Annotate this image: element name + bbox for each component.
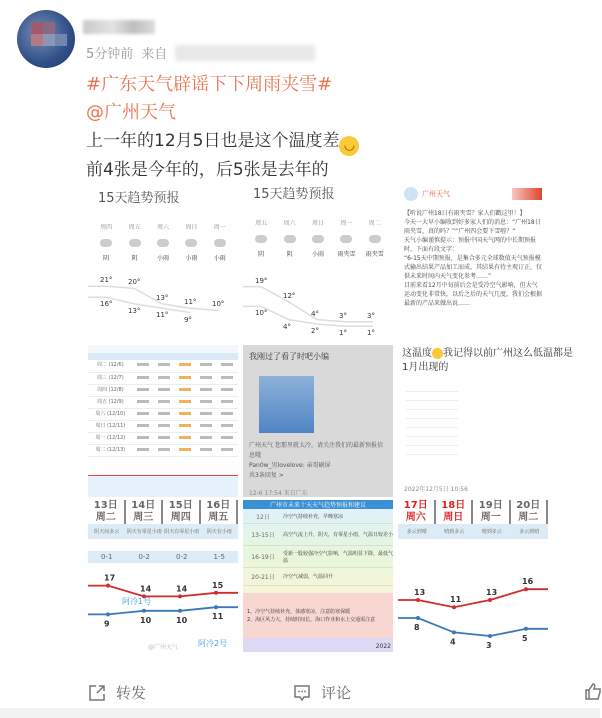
screenshot-weather-panel — [259, 376, 314, 433]
table-row — [88, 384, 238, 396]
cell — [196, 372, 217, 384]
cloud-icon — [369, 235, 381, 243]
advice-row — [243, 510, 393, 524]
account-avatar-icon — [404, 187, 418, 201]
day-header — [511, 500, 549, 524]
image-thumbnail-4[interactable] — [88, 345, 238, 497]
cell — [133, 444, 154, 456]
day-label: 周一 — [213, 224, 226, 231]
forecast-title: 15天趋势预报 — [98, 191, 180, 206]
weather-label: 阴 — [258, 251, 265, 258]
tip-text: 1、冷空气持续补充，体感寒凉，注意防寒保暖 — [247, 609, 351, 615]
day-label: 周二 — [368, 220, 381, 227]
cell — [196, 408, 217, 420]
condition: 阴天有小雨 — [206, 529, 232, 535]
cell — [217, 408, 238, 420]
cell — [133, 396, 154, 408]
weekday: 周五 — [201, 512, 238, 524]
high-temp: 21° — [100, 276, 113, 285]
date-cell: 周五 (12/9) — [88, 396, 133, 408]
rainfall: 0-2 — [138, 553, 150, 561]
cloud-icon — [312, 235, 324, 243]
date: 16日 — [201, 500, 238, 512]
date-cell: 周一 (12/12) — [88, 432, 133, 444]
cloud-icon — [185, 239, 197, 247]
rainfall: 0-2 — [176, 553, 188, 561]
post-paragraph: 目前来看12月中旬前后会是受冷空气影响，但大气运动变化非常快，以后之后的天气几度，我们会根据最新的产品来做出说…… — [404, 282, 543, 307]
cell — [175, 384, 196, 396]
temp-point — [214, 591, 218, 595]
advice-row — [243, 546, 393, 568]
temp-label: 16 — [522, 577, 534, 587]
day-header — [126, 500, 164, 524]
source-blurred — [175, 45, 315, 61]
low-temp: 9° — [184, 315, 192, 324]
weather-label: 小雨 — [185, 255, 198, 262]
share-icon — [88, 684, 106, 702]
laugh-cry-emoji-icon: ◡ — [339, 136, 359, 156]
cell — [217, 396, 238, 408]
cold-wave-label-1: 阿冷1号 — [122, 597, 152, 606]
bottom-divider — [0, 708, 600, 718]
temp-label: 11 — [450, 595, 462, 605]
forecast-day — [362, 218, 388, 258]
advice-row — [243, 524, 393, 546]
weekday: 周日 — [436, 512, 473, 524]
image-thumbnail-3[interactable] — [398, 183, 548, 335]
cloud-icon — [340, 235, 352, 243]
hashtag-link[interactable]: #广东天气辟谣下下周雨夹雪# — [86, 74, 333, 95]
high-temp: 19° — [255, 276, 268, 285]
table-row — [88, 432, 238, 444]
date-range: 12日 — [256, 514, 270, 521]
temp-label: 14 — [176, 584, 188, 594]
account-name: 广州天气 — [249, 442, 274, 449]
high-temp: 3° — [367, 311, 375, 320]
temp-point — [488, 598, 492, 602]
high-temp: 20° — [128, 278, 141, 287]
tweet-text: 我记得以前广州这么低温都是 — [443, 348, 573, 359]
post-text: 上一年的12月5日也是这个温度差 — [86, 131, 340, 151]
footnote-box — [88, 475, 238, 497]
cell — [175, 444, 196, 456]
account-name: 广州天气 — [422, 190, 450, 198]
cell — [133, 384, 154, 396]
cell — [196, 420, 217, 432]
day-label: 周日 — [311, 220, 324, 227]
watermark: @广州天气 — [148, 644, 179, 651]
temp-label: 14 — [140, 584, 152, 594]
cell — [196, 396, 217, 408]
weekday: 周二 — [88, 512, 125, 524]
day-header — [163, 500, 201, 524]
cell — [133, 372, 154, 384]
date-cell: 周二 (12/13) — [88, 444, 133, 456]
high-temp: 13° — [156, 293, 169, 302]
post-time: 5分钟前 — [86, 47, 134, 62]
post-date: 2022年12月5日 10:56 — [404, 486, 468, 493]
temp-point — [214, 605, 218, 609]
day-label: 周一 — [340, 220, 353, 227]
temp-label: 10 — [140, 615, 152, 625]
day-header — [88, 500, 126, 524]
weather-label: 小雨 — [213, 255, 226, 262]
date-cell: 周二 (12/6) — [88, 360, 133, 372]
date: 18日 — [436, 500, 473, 512]
condition: 多云到晴 — [519, 529, 540, 535]
repost-button[interactable] — [88, 682, 146, 703]
weekday: 周一 — [473, 512, 510, 524]
day-label: 周日 — [185, 224, 198, 231]
condition: 晴到多云 — [444, 529, 465, 535]
temp-point — [452, 630, 456, 634]
cell — [154, 372, 175, 384]
advice-text: 冷空气减弱，气温回升 — [283, 574, 334, 580]
like-button[interactable] — [584, 682, 602, 700]
high-temp: 4° — [311, 309, 319, 318]
chat-header: 我刚过了看了时吧小编 — [249, 352, 329, 361]
tweet-text: 这温度 — [402, 348, 432, 359]
forecast-day — [150, 222, 176, 262]
rainfall: 1-5 — [213, 553, 225, 561]
table-row — [88, 372, 238, 384]
forecast-title: 15天趋势预报 — [253, 187, 335, 202]
temp-label: 11 — [212, 612, 224, 622]
post-text-line2: 前4张是今年的，后5张是去年的 — [86, 160, 329, 180]
cell — [133, 420, 154, 432]
temp-point — [178, 594, 182, 598]
temp-point — [416, 598, 420, 602]
temp-point — [416, 616, 420, 620]
cell — [217, 420, 238, 432]
comment-footer: 12-6 17:54 来自广东 — [249, 490, 308, 497]
cell — [154, 396, 175, 408]
table-row — [88, 444, 238, 456]
temp-point — [524, 627, 528, 631]
temp-point — [178, 609, 182, 613]
weekday: 周六 — [398, 512, 435, 524]
comment-button[interactable] — [293, 682, 351, 703]
rainfall: 0-1 — [101, 553, 113, 561]
repost-label: 转发 — [116, 684, 147, 702]
mention-link[interactable]: @广州天气 — [86, 102, 176, 123]
low-temp: 13° — [128, 306, 141, 315]
temp-point — [106, 584, 110, 588]
temp-label: 8 — [414, 623, 420, 632]
cell — [196, 432, 217, 444]
temp-point — [106, 612, 110, 616]
temp-label: 17 — [104, 573, 116, 583]
forecast-day — [333, 218, 359, 258]
advice-text: 高空气流上升，阴天，有零星小雨，气温日较差小 — [283, 532, 394, 538]
condition: 阴天有零星小雨 — [126, 529, 162, 535]
cell — [154, 432, 175, 444]
table-row — [88, 360, 238, 372]
cell — [154, 360, 175, 372]
date-cell: 周日 (12/11) — [88, 420, 133, 432]
advice-row — [243, 568, 393, 586]
cell — [175, 360, 196, 372]
temp-label: 15 — [212, 580, 224, 590]
weather-label: 阴 — [131, 255, 138, 262]
year-label: 2022 — [375, 643, 391, 650]
image-thumbnail-6[interactable] — [398, 345, 573, 497]
cell — [175, 420, 196, 432]
cold-wave-label-2: 阿冷2号 — [198, 639, 228, 648]
temp-point — [488, 634, 492, 638]
day-header — [201, 500, 239, 524]
high-temp: 12° — [283, 292, 296, 300]
condition: 阴天有零星小雨 — [164, 529, 200, 535]
username-blurred[interactable] — [83, 20, 155, 34]
date-range: 13-15日 — [251, 532, 275, 539]
day-label: 周六 — [283, 220, 296, 227]
reply-text: 您那里就太冷，请关注我们的最新预报信息哦 — [249, 442, 383, 459]
cell — [217, 384, 238, 396]
forecast-day — [248, 218, 274, 258]
weather-label: 小雨 — [156, 255, 169, 262]
cell — [196, 444, 217, 456]
cell — [154, 420, 175, 432]
temp-label: 13 — [486, 588, 498, 597]
advice-text: 冷空气持续补充，早晚寒凉 — [283, 514, 344, 520]
forecast-day — [93, 222, 119, 262]
cloud-icon — [255, 235, 267, 243]
cell — [133, 408, 154, 420]
emoji-icon — [432, 348, 443, 359]
weather-label: 阴 — [286, 251, 293, 258]
image-thumbnail-9[interactable] — [398, 500, 548, 652]
day-label: 周六 — [156, 224, 169, 231]
temp-label: 5 — [522, 633, 528, 643]
post-heading: 【听说广州18日有雨夹雪？家人们戳这里！】 — [404, 210, 526, 217]
low-temp: 1° — [339, 329, 347, 338]
weather-label: 阴 — [103, 255, 110, 262]
weekday: 周四 — [163, 512, 200, 524]
cell — [196, 384, 217, 396]
date: 19日 — [473, 500, 510, 512]
day-header — [473, 500, 511, 524]
comment-icon — [293, 684, 311, 702]
forecast-day — [207, 222, 233, 262]
date-cell: 周六 (12/10) — [88, 408, 133, 420]
weather-label: 小雨 — [311, 251, 324, 258]
table-title: 广州市未来十天天气趋势预报和建议 — [243, 500, 393, 509]
high-temp: 11° — [184, 298, 197, 307]
table-row — [88, 408, 238, 420]
date: 20日 — [511, 500, 548, 512]
more-replies: 共3条回复 > — [249, 472, 284, 479]
day-label: 周四 — [100, 224, 113, 231]
image-thumbnail-8[interactable] — [243, 500, 393, 652]
weather-label: 雨夹雪 — [337, 251, 356, 258]
weekday: 周二 — [511, 512, 548, 524]
cell — [154, 408, 175, 420]
cell — [217, 372, 238, 384]
cell — [133, 360, 154, 372]
temp-point — [452, 605, 456, 609]
cell — [175, 396, 196, 408]
cloud-icon — [129, 239, 141, 247]
comment-label: 评论 — [321, 684, 352, 702]
source-label: 来自 — [141, 47, 168, 62]
forecast-day — [305, 218, 331, 258]
date-cell: 周三 (12/7) — [88, 372, 133, 384]
condition: 多云到晴 — [406, 529, 427, 535]
post-meta — [86, 43, 315, 62]
low-temp: 16° — [100, 300, 113, 309]
cell — [133, 432, 154, 444]
avatar[interactable] — [17, 10, 75, 68]
temp-point — [524, 587, 528, 591]
date: 14日 — [126, 500, 163, 512]
cell — [154, 384, 175, 396]
cell — [175, 372, 196, 384]
banner-icon — [512, 188, 542, 200]
post-text-line1 — [86, 126, 359, 156]
post-paragraph: “6-15天中期预报，是集合多元全球数值天气预报模式输出结果产品加工而成，其结果有待主观订正，仅供未来时间内天气变化参考……” — [404, 255, 543, 280]
post-paragraph: 今天一大早小编收到好多家人们的消息：“广州18日雨夹雪，真的吗？”“广州四会要下雪啦？” — [404, 219, 541, 235]
day-header — [436, 500, 474, 524]
temp-point — [142, 609, 146, 613]
image-thumbnail-5[interactable] — [243, 345, 393, 497]
date: 17日 — [398, 500, 435, 512]
cell — [217, 432, 238, 444]
high-temp: 3° — [339, 311, 347, 320]
low-temp: 11° — [156, 311, 169, 320]
cloud-icon — [157, 239, 169, 247]
advice-text: 受新一股较强冷空气影响，气温明显下降，最低气温 — [283, 550, 394, 564]
low-temp: 10° — [255, 309, 268, 318]
date-cell: 周四 (12/8) — [88, 384, 133, 396]
cloud-icon — [284, 235, 296, 243]
day-label: 周五 — [255, 220, 268, 227]
temp-label: 3 — [486, 641, 492, 650]
cloud-icon — [214, 239, 226, 247]
weather-label: 雨夹雪 — [365, 251, 384, 258]
table-row — [88, 396, 238, 408]
cell — [154, 444, 175, 456]
cell — [217, 444, 238, 456]
cloud-icon — [100, 239, 112, 247]
cell — [217, 360, 238, 372]
low-temp: 1° — [367, 329, 375, 338]
reply-text: Pan0w_男lovelove: 亲哥刷屏 — [249, 462, 331, 469]
forecast-day — [277, 218, 303, 258]
cell — [175, 432, 196, 444]
low-temp: 4° — [283, 322, 291, 331]
day-header — [398, 500, 436, 524]
date-range: 20-21日 — [251, 574, 275, 581]
image-thumbnail-1[interactable] — [88, 183, 238, 335]
forecast-day — [178, 222, 204, 262]
temp-label: 10 — [176, 615, 188, 625]
tweet-text: 1月出现的 — [402, 362, 449, 373]
cell — [196, 360, 217, 372]
day-label: 周五 — [128, 224, 141, 231]
forecast-day — [122, 222, 148, 262]
cell — [175, 408, 196, 420]
date: 13日 — [88, 500, 125, 512]
table-row — [88, 420, 238, 432]
temp-label: 4 — [450, 637, 456, 647]
image-thumbnail-7[interactable] — [88, 500, 238, 652]
post-actions-bar — [0, 676, 600, 710]
post-paragraph: 天气小编谨慎提示：预报中国天气网的中长期预报时，下面有段文字： — [404, 237, 537, 253]
temp-label: 13 — [414, 588, 426, 597]
date: 15日 — [163, 500, 200, 512]
tip-text: 2、海区风力大，持续时间长，海口作业和水上交通需注意 — [247, 617, 376, 623]
thumbs-up-icon — [584, 682, 602, 700]
condition: 晴到多云 — [481, 529, 502, 535]
weekday: 周三 — [126, 512, 163, 524]
low-temp: 2° — [311, 327, 319, 335]
condition: 阴天间多云 — [94, 529, 120, 535]
temp-label: 9 — [104, 619, 110, 629]
high-temp: 10° — [212, 300, 225, 309]
image-thumbnail-2[interactable] — [243, 183, 393, 338]
embedded-forecast-screenshot — [406, 383, 458, 459]
date-range: 16-19日 — [251, 554, 275, 561]
